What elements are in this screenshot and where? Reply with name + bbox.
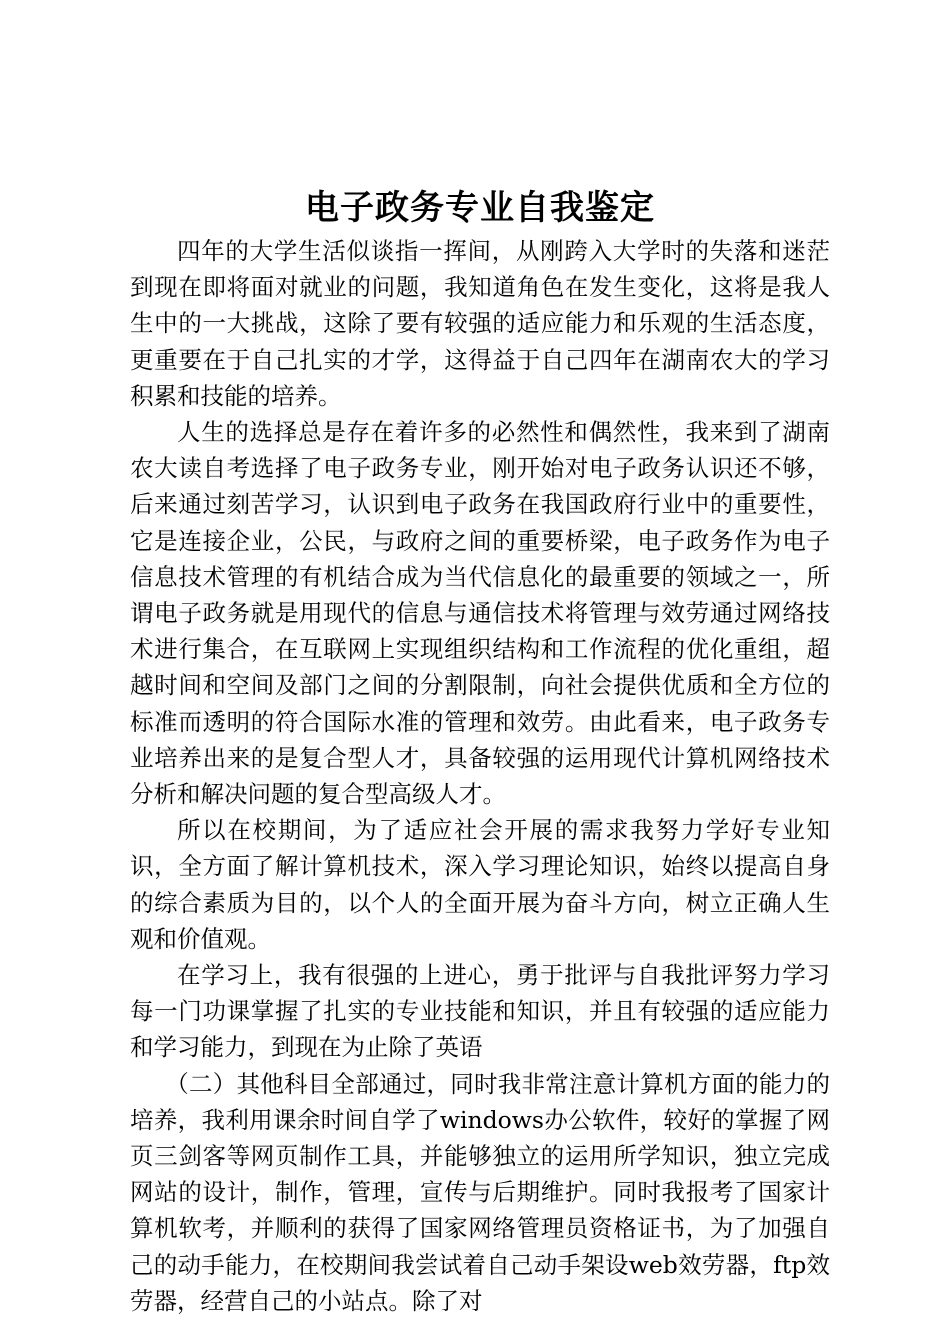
paragraph-2: 人生的选择总是存在着许多的必然性和偶然性，我来到了湖南农大读自考选择了电子政务专业，刚开始对电子政务认识还不够，后来通过刻苦学习，认识到电子政务在我国政府行业中的重要性，它是连接企业，公民，与政府之间的重要桥梁，电子政务作为电子信息技术管理的有机结合成为当代信息化的最重要的领域之一，所谓电子政务就是用现代的信息与通信技术将管理与效劳通过网络技术进行集合，在互联网上实现组织结构和工作流程的优化重组，超越时间和空间及部门之间的分割限制，向社会提供优质和全方位的标准而透明的符合国际水准的管理和效劳。由此看来，电子政务专业培养出来的是复合型人才，具备较强的运用现代计算机网络技术分析和解决问题的复合型高级人才。 [130, 418, 830, 809]
paragraph-4: 在学习上，我有很强的上进心，勇于批评与自我批评努力学习每一门功课掌握了扎实的专业技能和知识，并且有较强的适应能力和学习能力，到现在为止除了英语 [130, 961, 830, 1062]
paragraph-1: 四年的大学生活似谈指一挥间，从刚跨入大学时的失落和迷茫到现在即将面对就业的问题，我知道角色在发生变化，这将是我人生中的一大挑战，这除了要有较强的适应能力和乐观的生活态度，更重要在于自己扎实的才学，这得益于自己四年在湖南农大的学习积累和技能的培养。 [130, 237, 830, 410]
paragraph-5: （二）其他科目全部通过，同时我非常注意计算机方面的能力的培养，我利用课余时间自学了windows办公软件，较好的掌握了网页三剑客等网页制作工具，并能够独立的运用所学知识，独立完成网站的设计，制作，管理，宣传与后期维护。同时我报考了国家计算机软考，并顺利的获得了国家网络管理员资格证书，为了加强自己的动手能力，在校期间我尝试着自己动手架设web效劳器，ftp效劳器，经营自己的小站点。除了对 [130, 1069, 830, 1315]
document-body [130, 233, 830, 1319]
paragraph-3: 所以在校期间，为了适应社会开展的需求我努力学好专业知识，全方面了解计算机技术，深入学习理论知识，始终以提高自身的综合素质为目的，以个人的全面开展为奋斗方向，树立正确人生观和价值观。 [130, 816, 830, 953]
document-page [130, 183, 830, 1319]
document-title: 电子政务专业自我鉴定 [305, 188, 655, 228]
